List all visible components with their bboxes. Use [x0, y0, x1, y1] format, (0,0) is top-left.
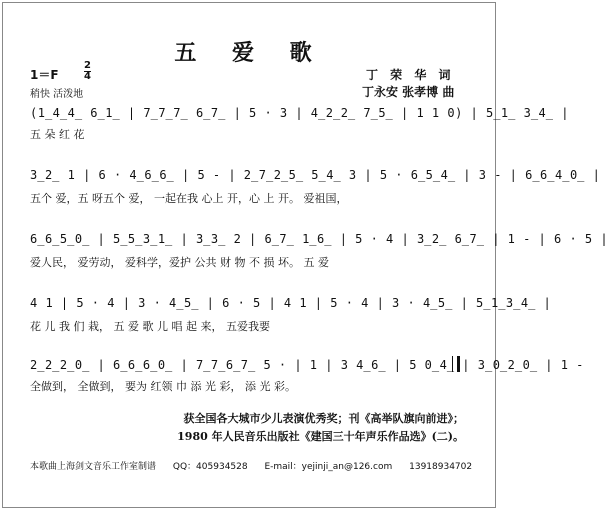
footer-phone: 13918934702: [409, 462, 473, 472]
key-signature: 1＝F: [30, 68, 59, 82]
song-title: 五 爱 歌: [174, 40, 326, 66]
notation-row-3: 6̲6̲5̲0̲ | 5̲5̲3̲1̲ | 3̲3̲ 2 | 6̲7̲ 1̲6̲ | 5 · 4 | 3̲2̲ 6̲7̲ | 1 - | 6 · 5 |: [30, 232, 608, 246]
footer: [30, 459, 473, 472]
notation-row-1: (1̲4̲4̲ 6̲1̲ | 7̲7̲7̲ 6̲7̲ | 5 · 3 | 4̲2̲2̲ 7̲5̲ | 1 1 0) | 5̲1̲ 3̲4̲ |: [30, 106, 569, 120]
notation-row-5: 2̲2̲2̲0̲ | 6̲6̲6̲0̲ | 7̲7̲6̲7̲ 5 · | 1 | 3 4̲6̲ | 5 0̲4̲ | 3̲0̲2̲0̲ | 1 -: [30, 358, 584, 372]
footer-qq: QQ：405934528: [172, 462, 248, 472]
notation-row-4: 4 1 | 5 · 4 | 3 · 4̲5̲ | 6 · 5 | 4 1 | 5 · 4 | 3 · 4̲5̲ | 5̲1̲3̲4̲ |: [30, 296, 552, 310]
lyrics-row-3: 爱人民， 爱劳动， 爱科学，爱护 公共 财 物 不 损 坏。 五 爱: [30, 256, 329, 269]
lyrics-row-4: 花 儿 我 们 栽， 五 爱 歌 儿 唱 起 来， 五爱我要: [30, 320, 270, 333]
time-signature: [84, 61, 91, 82]
lyrics-row-2: 五个 爱，五 呀五个 爱， 一起在我 心上 开，心 上 开。 爱祖国，: [30, 192, 348, 205]
award-line-1: 获全国各大城市少儿表演优秀奖；刊《高举队旗向前进》；: [183, 412, 464, 425]
footer-email: E-mail：yejinji_an@126.com: [264, 462, 393, 472]
lyrics-row-1: 五 朵 红 花: [30, 128, 85, 141]
time-numerator: 2: [84, 60, 91, 71]
lyrics-row-5: 全做到， 全做到， 要为 红领 巾 添 光 彩， 添 光 彩。: [30, 380, 296, 393]
award-line-2: 1980 年人民音乐出版社《建国三十年声乐作品选》(二)。: [177, 430, 464, 443]
footer-studio: 本歌曲上海剑文音乐工作室制谱: [30, 462, 157, 472]
tempo-marking: 稍快 活泼地: [30, 89, 84, 100]
notation-row-2: 3̲2̲ 1 | 6 · 4̲6̲6̲ | 5 - | 2̲7̲2̲5̲ 5̲4̲ 3 | 5 · 6̲5̲4̲ | 3 - | 6̲6̲4̲0̲ |: [30, 168, 601, 182]
time-denominator: 4: [84, 71, 91, 82]
lyricist-credit: 丁 荣 华 词: [366, 68, 455, 82]
composer-credit: 丁永安 张孝博 曲: [362, 85, 455, 99]
final-barline: [452, 356, 460, 372]
